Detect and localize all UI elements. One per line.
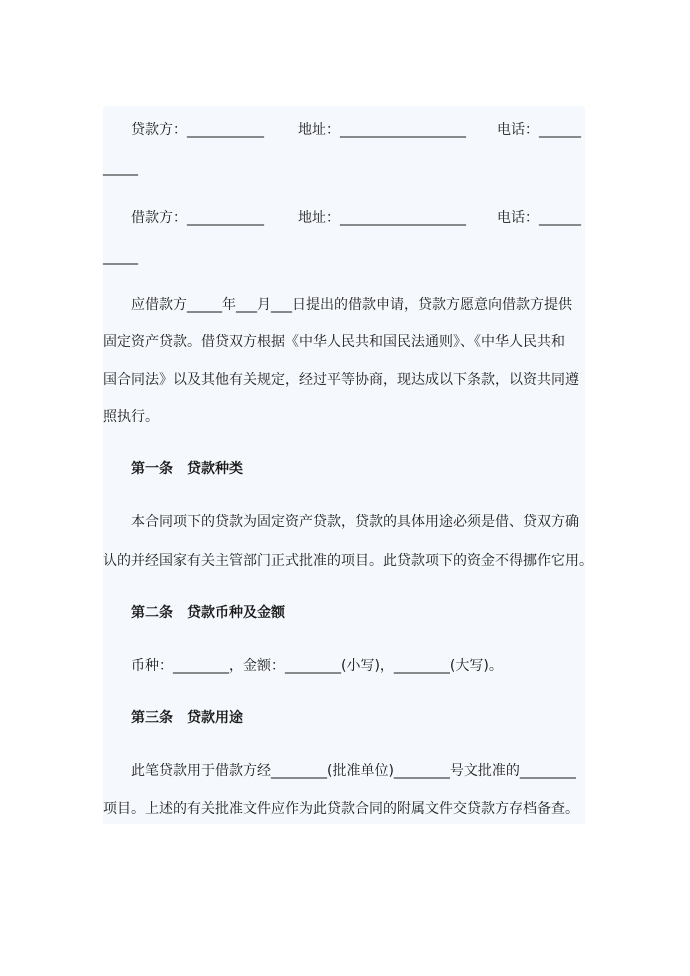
- article-2-heading: 第二条 贷款币种及金额: [131, 605, 285, 621]
- article-1-line: 认的并经国家有关主管部门正式批准的项目。此贷款项下的资金不得挪作它用。: [103, 553, 593, 569]
- article-3-heading: 第三条 贷款用途: [131, 710, 243, 726]
- borrower-label: 借款方：___________: [131, 210, 264, 226]
- article-3-line: 此笔贷款用于借款方经________(批准单位)________号文批准的________: [131, 763, 576, 779]
- borrower-phone: 电话：______: [497, 210, 581, 226]
- lender-phone-continued: _____: [103, 160, 138, 176]
- borrower-phone-continued: _____: [103, 249, 138, 265]
- document-body: [103, 106, 593, 824]
- article-2-line: 币种：________，金额：________(小写)，________(大写)。: [131, 658, 503, 674]
- borrower-address: 地址：__________________: [298, 210, 466, 226]
- intro-line: 照执行。: [103, 409, 159, 425]
- lender-phone: 电话：______: [497, 122, 581, 138]
- intro-line: 国合同法》以及其他有关规定，经过平等协商，现达成以下条款，以资共同遵: [103, 372, 579, 388]
- article-1-line: 本合同项下的贷款为固定资产贷款，贷款的具体用途必须是借、贷双方确: [131, 514, 579, 530]
- article-3-line: 项目。上述的有关批准文件应作为此贷款合同的附属文件交贷款方存档备查。: [103, 801, 579, 817]
- article-1-heading: 第一条 贷款种类: [131, 461, 243, 477]
- intro-line: 应借款方_____年___月___日提出的借款申请，贷款方愿意向借款方提供: [131, 297, 572, 313]
- intro-line: 固定资产贷款。借贷双方根据《中华人民共和国民法通则》、《中华人民共和: [103, 334, 565, 350]
- lender-label: 贷款方：___________: [131, 122, 264, 138]
- lender-address: 地址：__________________: [298, 122, 466, 138]
